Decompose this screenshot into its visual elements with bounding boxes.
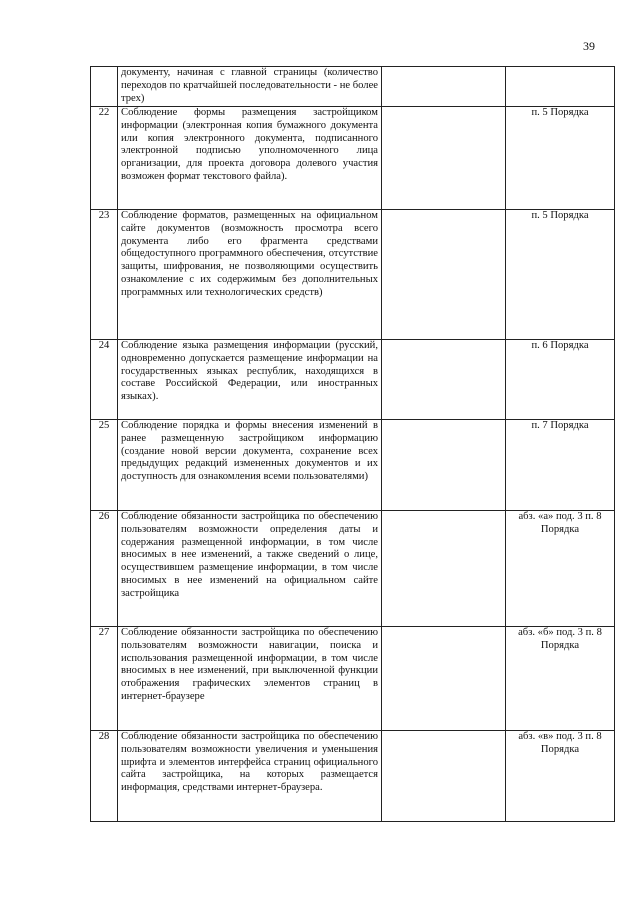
row-empty-cell (382, 627, 506, 731)
table-row (91, 511, 615, 627)
row-empty-cell (382, 107, 506, 210)
row-reference: п. 6 Порядка (506, 340, 615, 420)
table-row (91, 210, 615, 340)
row-reference: п. 5 Порядка (506, 107, 615, 210)
row-empty-cell (382, 511, 506, 627)
row-requirement-text: Соблюдение языка размещения информации (русский, одновременно допускается размещение информации на государственных языках республик, находящихся в составе Российской Федерации, или иностранных языках). (118, 340, 382, 420)
row-requirement-text: Соблюдение порядка и формы внесения изменений в ранее размещенную застройщиком информацию (создание новой версии документа, сохранение всех предыдущих редакций измененных документов и их доступность для ознакомления всеми пользователями) (118, 420, 382, 511)
row-empty-cell (382, 67, 506, 107)
row-number: 23 (91, 210, 118, 340)
row-number: 27 (91, 627, 118, 731)
row-requirement-text: документу, начиная с главной страницы (количество переходов по кратчайшей последовательности - не более трех) (118, 67, 382, 107)
row-empty-cell (382, 210, 506, 340)
row-requirement-text: Соблюдение обязанности застройщика по обеспечению пользователям возможности навигации, поиска и использования размещенной информации, в том числе вносимых в нее изменений, при выключенной функции отображения графических элементов страниц в интернет-браузере (118, 627, 382, 731)
table-row (91, 107, 615, 210)
row-requirement-text: Соблюдение формы размещения застройщиком информации (электронная копия бумажного документа или копия электронного документа, подписанного электронной подписью уполномоченного лица организации, для проекта договора долевого участия возможен формат текстового файла). (118, 107, 382, 210)
table-row (91, 627, 615, 731)
row-number: 25 (91, 420, 118, 511)
table-row (91, 731, 615, 822)
row-number (91, 67, 118, 107)
row-number: 28 (91, 731, 118, 822)
requirements-table (90, 66, 615, 822)
row-number: 24 (91, 340, 118, 420)
row-empty-cell (382, 731, 506, 822)
table-row (91, 420, 615, 511)
row-requirement-text: Соблюдение обязанности застройщика по обеспечению пользователям возможности определения даты и содержания размещенной информации, в том числе вносимых в нее изменений, а также сведений о лице, осуществившем размещение информации, в том числе вносимых в нее изменений на официальном сайте застройщика (118, 511, 382, 627)
row-reference: абз. «в» под. 3 п. 8 Порядка (506, 731, 615, 822)
table-row (91, 340, 615, 420)
row-empty-cell (382, 340, 506, 420)
row-reference: абз. «б» под. 3 п. 8 Порядка (506, 627, 615, 731)
row-reference (506, 67, 615, 107)
row-requirement-text: Соблюдение обязанности застройщика по обеспечению пользователям возможности увеличения и уменьшения шрифта и элементов интерфейса страниц официального сайта застройщика, на которых размещается информация, средствами интернет-браузера. (118, 731, 382, 822)
row-requirement-text: Соблюдение форматов, размещенных на официальном сайте документов (возможность просмотра всего документа либо его фрагмента средствами общедоступного программного обеспечения, отсутствие защиты, шифрования, не позволяющими осуществить ознакомление с их содержимым без дополнительных программных или технологических средств) (118, 210, 382, 340)
row-number: 22 (91, 107, 118, 210)
table-row (91, 67, 615, 107)
row-number: 26 (91, 511, 118, 627)
row-empty-cell (382, 420, 506, 511)
row-reference: п. 5 Порядка (506, 210, 615, 340)
page-number: 39 (583, 39, 595, 53)
row-reference: п. 7 Порядка (506, 420, 615, 511)
row-reference: абз. «а» под. 3 п. 8 Порядка (506, 511, 615, 627)
